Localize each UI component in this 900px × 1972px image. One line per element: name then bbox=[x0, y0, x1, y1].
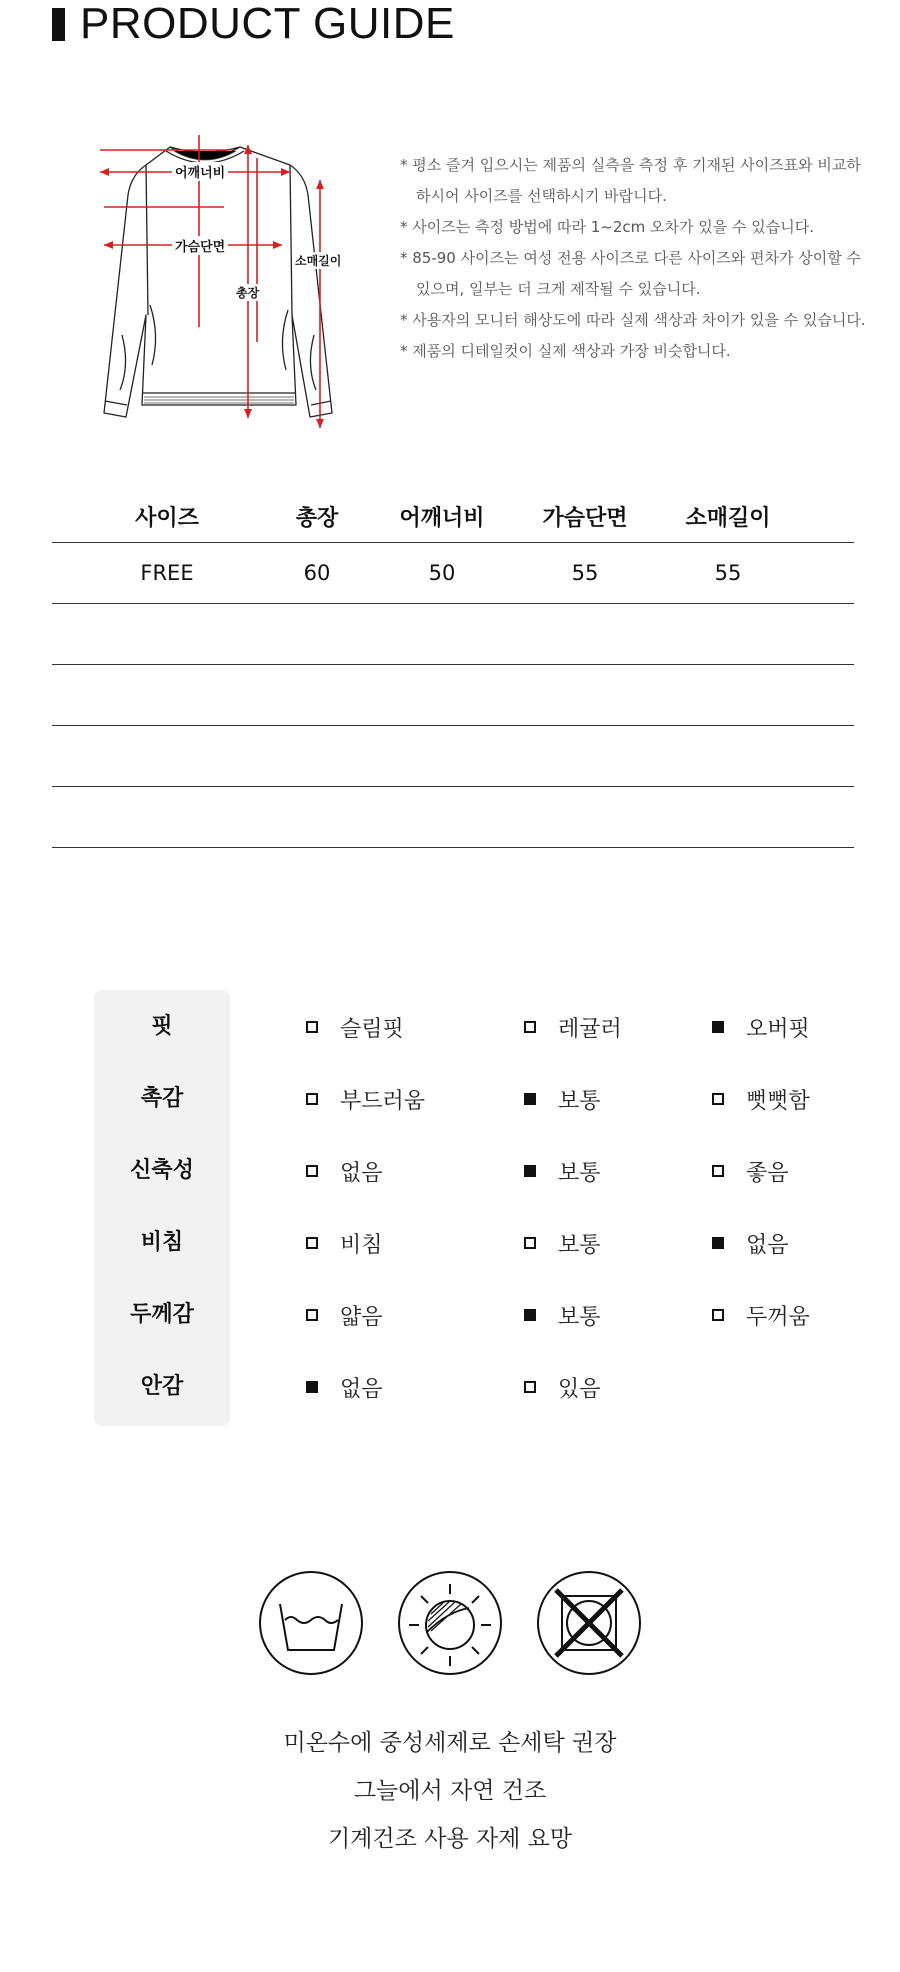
size-note-line: * 제품의 디테일컷이 실제 색상과 가장 비슷합니다. bbox=[400, 342, 731, 360]
size-table-header-cell: 어깨너비 bbox=[399, 505, 485, 531]
fabric-option-label: 얇음 bbox=[340, 1304, 383, 1330]
fabric-option bbox=[712, 1010, 810, 1044]
size-table-cell bbox=[520, 604, 650, 664]
size-table-header-cell: 소매길이 bbox=[685, 505, 771, 531]
fabric-attribute-label: 촉감 bbox=[140, 1086, 184, 1111]
fabric-option-label: 없음 bbox=[340, 1160, 383, 1186]
fabric-option-label: 비침 bbox=[340, 1232, 383, 1258]
size-note-line: * 사용자의 모니터 해상도에 따라 실제 색상과 차이가 있을 수 있습니다. bbox=[400, 311, 866, 329]
fabric-option bbox=[712, 1082, 810, 1116]
size-table-row bbox=[52, 665, 854, 726]
fabric-attribute-label: 비침 bbox=[140, 1230, 184, 1255]
size-table-cell: 50 bbox=[428, 561, 456, 585]
fabric-option-label: 보통 bbox=[558, 1088, 601, 1114]
size-table-cell bbox=[267, 604, 367, 664]
size-table-cell bbox=[520, 665, 650, 725]
size-table-row bbox=[52, 543, 854, 604]
size-table-cell bbox=[377, 604, 507, 664]
fabric-option-label: 없음 bbox=[340, 1376, 383, 1402]
size-table-cell: 55 bbox=[571, 561, 599, 585]
size-note-line: 하시어 사이즈를 선택하시기 바랍니다. bbox=[416, 187, 667, 205]
garment-measurement-diagram bbox=[60, 135, 350, 445]
unchecked-box-icon bbox=[524, 1381, 536, 1393]
fabric-option bbox=[524, 1226, 601, 1260]
size-table-header bbox=[52, 490, 854, 543]
fabric-option bbox=[712, 1226, 789, 1260]
fabric-option bbox=[524, 1154, 601, 1188]
unchecked-box-icon bbox=[712, 1165, 724, 1177]
dry-in-shade-icon bbox=[397, 1570, 503, 1676]
size-table-header-cell: 가슴단면 bbox=[542, 505, 628, 531]
size-table-cell bbox=[92, 787, 242, 847]
size-table bbox=[52, 490, 854, 848]
care-instruction-3: 기계건조 사용 자제 요망 bbox=[327, 1826, 573, 1852]
unchecked-box-icon bbox=[306, 1165, 318, 1177]
size-table-cell bbox=[520, 787, 650, 847]
size-table-cell bbox=[92, 665, 242, 725]
hand-wash-icon bbox=[258, 1570, 364, 1676]
size-table-cell bbox=[663, 604, 793, 664]
fabric-option bbox=[712, 1298, 810, 1332]
fabric-option-label: 있음 bbox=[558, 1376, 601, 1402]
checked-box-icon bbox=[306, 1381, 318, 1393]
size-table-row bbox=[52, 787, 854, 848]
unchecked-box-icon bbox=[306, 1237, 318, 1249]
unchecked-box-icon bbox=[712, 1093, 724, 1105]
do-not-tumble-dry-icon bbox=[536, 1570, 642, 1676]
fabric-option-label: 보통 bbox=[558, 1232, 601, 1258]
fabric-option bbox=[712, 1154, 789, 1188]
care-icon-no-tumble-dry bbox=[536, 1570, 642, 1680]
size-table-cell bbox=[377, 787, 507, 847]
fabric-option bbox=[306, 1010, 404, 1044]
care-icon-hand-wash bbox=[258, 1570, 364, 1680]
size-table-cell bbox=[267, 787, 367, 847]
size-note-line: 있으며, 일부는 더 크게 제작될 수 있습니다. bbox=[416, 280, 701, 298]
fabric-option-label: 보통 bbox=[558, 1304, 601, 1330]
size-table-cell bbox=[377, 665, 507, 725]
fabric-option bbox=[306, 1082, 425, 1116]
fabric-option-label: 레귤러 bbox=[558, 1016, 622, 1042]
size-note-line: * 사이즈는 측정 방법에 따라 1~2cm 오차가 있을 수 있습니다. bbox=[400, 218, 814, 236]
fabric-option bbox=[524, 1298, 601, 1332]
fabric-option bbox=[306, 1154, 383, 1188]
unchecked-box-icon bbox=[524, 1237, 536, 1249]
fabric-option bbox=[306, 1298, 383, 1332]
fabric-option bbox=[524, 1370, 601, 1404]
diagram-label-chest: 가슴단면 bbox=[172, 236, 228, 255]
fabric-option bbox=[306, 1370, 383, 1404]
fabric-option-label: 슬림핏 bbox=[340, 1016, 404, 1042]
care-instruction-2: 그늘에서 자연 건조 bbox=[353, 1778, 547, 1804]
fabric-option-label: 보통 bbox=[558, 1160, 601, 1186]
size-table-cell: FREE bbox=[140, 561, 194, 585]
size-table-cell: 60 bbox=[303, 561, 331, 585]
fabric-option-label: 없음 bbox=[746, 1232, 789, 1258]
checked-box-icon bbox=[712, 1237, 724, 1249]
checked-box-icon bbox=[524, 1165, 536, 1177]
size-table-cell bbox=[663, 787, 793, 847]
fabric-option bbox=[524, 1082, 601, 1116]
unchecked-box-icon bbox=[712, 1309, 724, 1321]
fabric-option-label: 좋음 bbox=[746, 1160, 789, 1186]
fabric-option bbox=[524, 1010, 622, 1044]
size-table-cell bbox=[663, 726, 793, 786]
unchecked-box-icon bbox=[524, 1021, 536, 1033]
unchecked-box-icon bbox=[306, 1093, 318, 1105]
page-title: PRODUCT GUIDE bbox=[80, 0, 455, 48]
fabric-attribute-label: 신축성 bbox=[130, 1158, 194, 1183]
fabric-option-label: 부드러움 bbox=[340, 1088, 426, 1114]
diagram-label-length: 총장 bbox=[236, 286, 260, 300]
diagram-label-sleeve: 소매길이 bbox=[295, 254, 342, 268]
fabric-attribute-label: 핏 bbox=[151, 1014, 173, 1039]
fabric-option bbox=[306, 1226, 383, 1260]
header-accent-bar bbox=[52, 8, 65, 41]
size-table-cell bbox=[92, 604, 242, 664]
size-table-cell: 55 bbox=[714, 561, 742, 585]
size-table-cell bbox=[92, 726, 242, 786]
size-table-cell bbox=[663, 665, 793, 725]
fabric-attribute-label: 안감 bbox=[140, 1374, 184, 1399]
unchecked-box-icon bbox=[306, 1309, 318, 1321]
fabric-option-label: 뻣뻣함 bbox=[746, 1088, 810, 1114]
size-table-cell bbox=[267, 726, 367, 786]
unchecked-box-icon bbox=[306, 1021, 318, 1033]
size-table-cell bbox=[267, 665, 367, 725]
size-table-cell bbox=[377, 726, 507, 786]
checked-box-icon bbox=[524, 1309, 536, 1321]
size-table-header-cell: 총장 bbox=[295, 505, 339, 531]
size-table-row bbox=[52, 604, 854, 665]
size-notes bbox=[400, 150, 870, 367]
care-instruction-1: 미온수에 중성세제로 손세탁 권장 bbox=[283, 1730, 617, 1756]
fabric-label-panel bbox=[94, 990, 230, 1426]
size-note-line: * 평소 즐겨 입으시는 제품의 실측을 측정 후 기재된 사이즈표와 비교하 bbox=[400, 156, 861, 174]
size-note-line: * 85-90 사이즈는 여성 전용 사이즈로 다른 사이즈와 편차가 상이할 수 bbox=[400, 249, 862, 267]
care-icon-dry-in-shade bbox=[397, 1570, 503, 1680]
fabric-attribute-label: 두께감 bbox=[130, 1302, 194, 1327]
size-table-cell bbox=[520, 726, 650, 786]
checked-box-icon bbox=[712, 1021, 724, 1033]
fabric-option-label: 오버핏 bbox=[746, 1016, 810, 1042]
diagram-label-shoulder: 어깨너비 bbox=[172, 162, 228, 181]
fabric-option-label: 두꺼움 bbox=[746, 1304, 810, 1330]
size-table-header-cell: 사이즈 bbox=[135, 505, 199, 531]
checked-box-icon bbox=[524, 1093, 536, 1105]
size-table-row bbox=[52, 726, 854, 787]
